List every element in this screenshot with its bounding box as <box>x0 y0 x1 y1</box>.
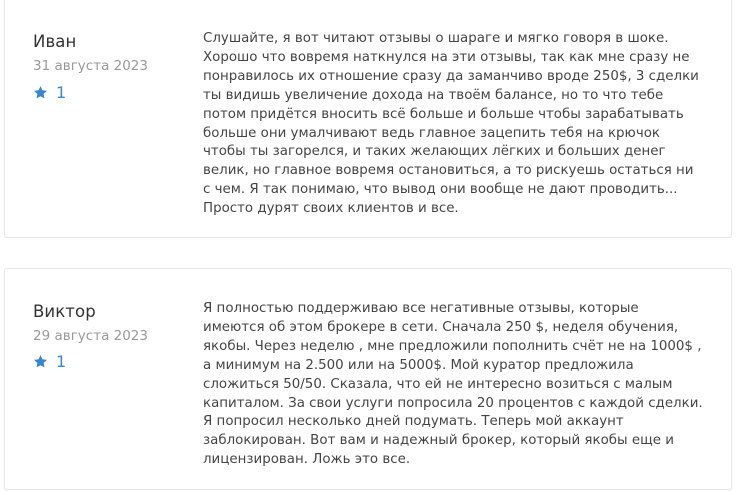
review-author: Иван <box>33 32 77 51</box>
review-card <box>4 268 732 490</box>
review-rating <box>33 83 66 102</box>
review-text: Слушайте, я вот читают отзывы о шараге и мягко говоря в шоке. Хорошо что вовремя наткнулся на эти отзывы, так как мне сразу не понравилось их отношение сразу да заманчиво вроде 250$, 3 сделки ты видишь увеличение дохода на твоём балансе, но то что тебе потом придётся вносить всё больше и больше чтобы зарабатывать больше они умалчивают ведь главное зацепить тебя на крючок чтобы ты загорелся, и таких желающих лёгких и больших денег велик, но главное вовремя остановиться, а то рискуешь остаться ни с чем. Я так понимаю, что вывод они вообще не дают проводить... Просто дурят своих клиентов и все. <box>203 31 699 217</box>
review-text: Я полностью поддерживаю все негативные отзывы, которые имеются об этом брокере в сети. Сначала 250 $, неделя обучения, якобы. Через неделю , мне предложили пополнить счёт не на 1000$ , а минимум на 2.500 или на 5000$. Мой куратор предложила сложиться 50/50. Сказала, что ей не интересно возиться с малым капиталом. За свои услуги попросила 20 процентов с каждой сделки. Я попросил несколько дней подумать. Теперь мой аккаунт заблокирован. Вот вам и надежный брокер, который якобы еще и лицензирован. Ложь это все. <box>203 301 703 468</box>
star-icon <box>33 85 48 100</box>
rating-count: 1 <box>56 83 67 102</box>
review-card <box>4 0 732 238</box>
review-author: Виктор <box>33 302 96 321</box>
review-date: 29 августа 2023 <box>33 328 148 344</box>
rating-count: 1 <box>56 352 67 371</box>
review-rating <box>33 352 66 371</box>
star-icon <box>33 354 48 369</box>
review-date: 31 августа 2023 <box>33 58 148 74</box>
